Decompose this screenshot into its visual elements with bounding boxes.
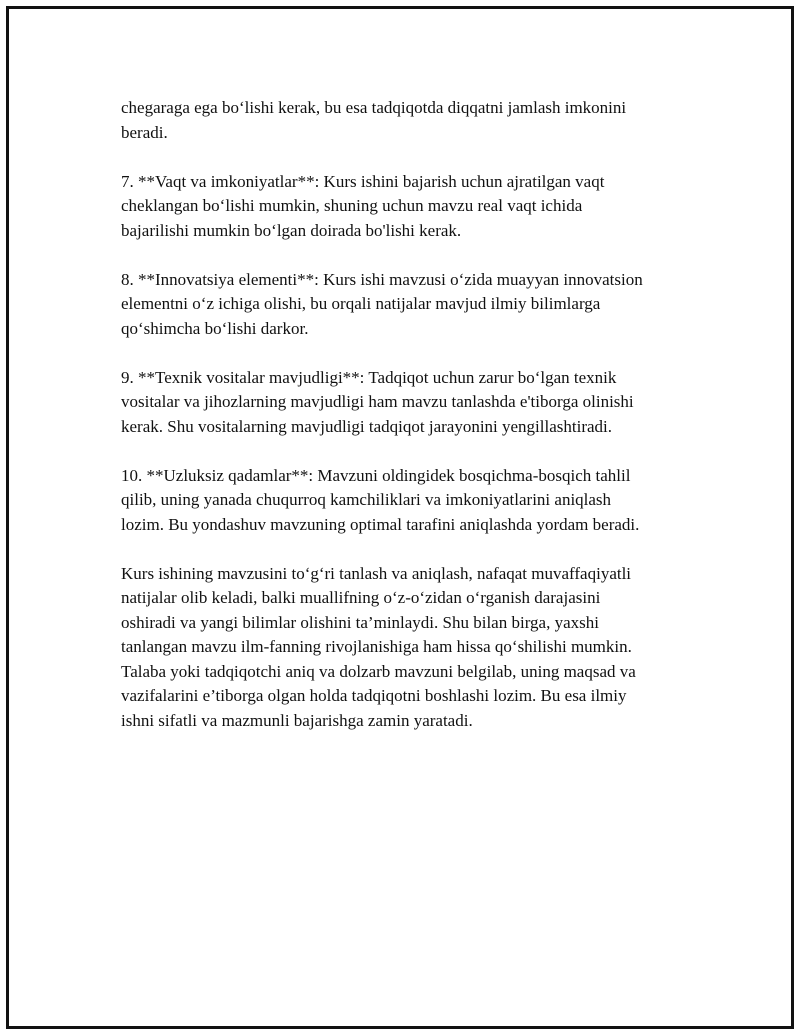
text-line: qilib, uning yanada chuqurroq kamchiliklari va imkoniyatlarini aniqlash (121, 490, 612, 509)
text-line: kerak. Shu vositalarning mavjudligi tadqiqot jarayonini yengillashtiradi. (121, 416, 613, 436)
text-line: cheklangan bo‘lishi mumkin, shuning uchun mavzu real vaqt ichida (121, 196, 583, 215)
paragraph-conclusion (121, 562, 701, 734)
text-line: bajarilishi mumkin bo‘lgan doirada bo'lishi kerak. (121, 220, 462, 240)
text-line: Kurs ishining mavzusini to‘g‘ri tanlash va aniqlash, nafaqat muvaffaqiyatli (121, 563, 632, 583)
text-line: qo‘shimcha bo‘lishi darkor. (121, 318, 309, 338)
text-line: 7. **Vaqt va imkoniyatlar**: Kurs ishini bajarish uchun ajratilgan vaqt (121, 171, 605, 191)
paragraph-continuation (121, 96, 701, 145)
text-line: vositalar va jihozlarning mavjudligi ham mavzu tanlashda e'tiborga olinishi (121, 392, 634, 411)
text-line: vazifalarini e’tiborga olgan holda tadqiqotni boshlashi lozim. Bu esa ilmiy (121, 686, 627, 705)
text-line: lozim. Bu yondashuv mavzuning optimal tarafini aniqlashda yordam beradi. (121, 514, 640, 534)
page-frame (6, 6, 794, 1029)
paragraph-item-7 (121, 170, 701, 244)
text-line: 8. **Innovatsiya elementi**: Kurs ishi mavzusi o‘zida muayyan innovatsion (121, 269, 643, 289)
text-line: beradi. (121, 122, 168, 142)
text-line: 10. **Uzluksiz qadamlar**: Mavzuni oldingidek bosqichma-bosqich tahlil (121, 465, 631, 485)
text-line: natijalar olib keladi, balki muallifning o‘z-o‘zidan o‘rganish darajasini (121, 588, 601, 607)
paragraph-item-8 (121, 268, 701, 342)
text-line: Talaba yoki tadqiqotchi aniq va dolzarb mavzuni belgilab, uning maqsad va (121, 661, 636, 681)
text-line: ishni sifatli va mazmunli bajarishga zamin yaratadi. (121, 710, 473, 730)
document-body (121, 96, 701, 758)
paragraph-item-9 (121, 366, 701, 440)
text-line: tanlangan mavzu ilm-fanning rivojlanishiga ham hissa qo‘shilishi mumkin. (121, 637, 632, 656)
text-line: chegaraga ega bo‘lishi kerak, bu esa tadqiqotda diqqatni jamlash imkonini (121, 98, 627, 117)
paragraph-item-10 (121, 464, 701, 538)
text-line: elementni o‘z ichiga olishi, bu orqali natijalar mavjud ilmiy bilimlarga (121, 294, 601, 313)
text-line: 9. **Texnik vositalar mavjudligi**: Tadqiqot uchun zarur bo‘lgan texnik (121, 367, 617, 387)
text-line: oshiradi va yangi bilimlar olishini ta’minlaydi. Shu bilan birga, yaxshi (121, 612, 599, 632)
